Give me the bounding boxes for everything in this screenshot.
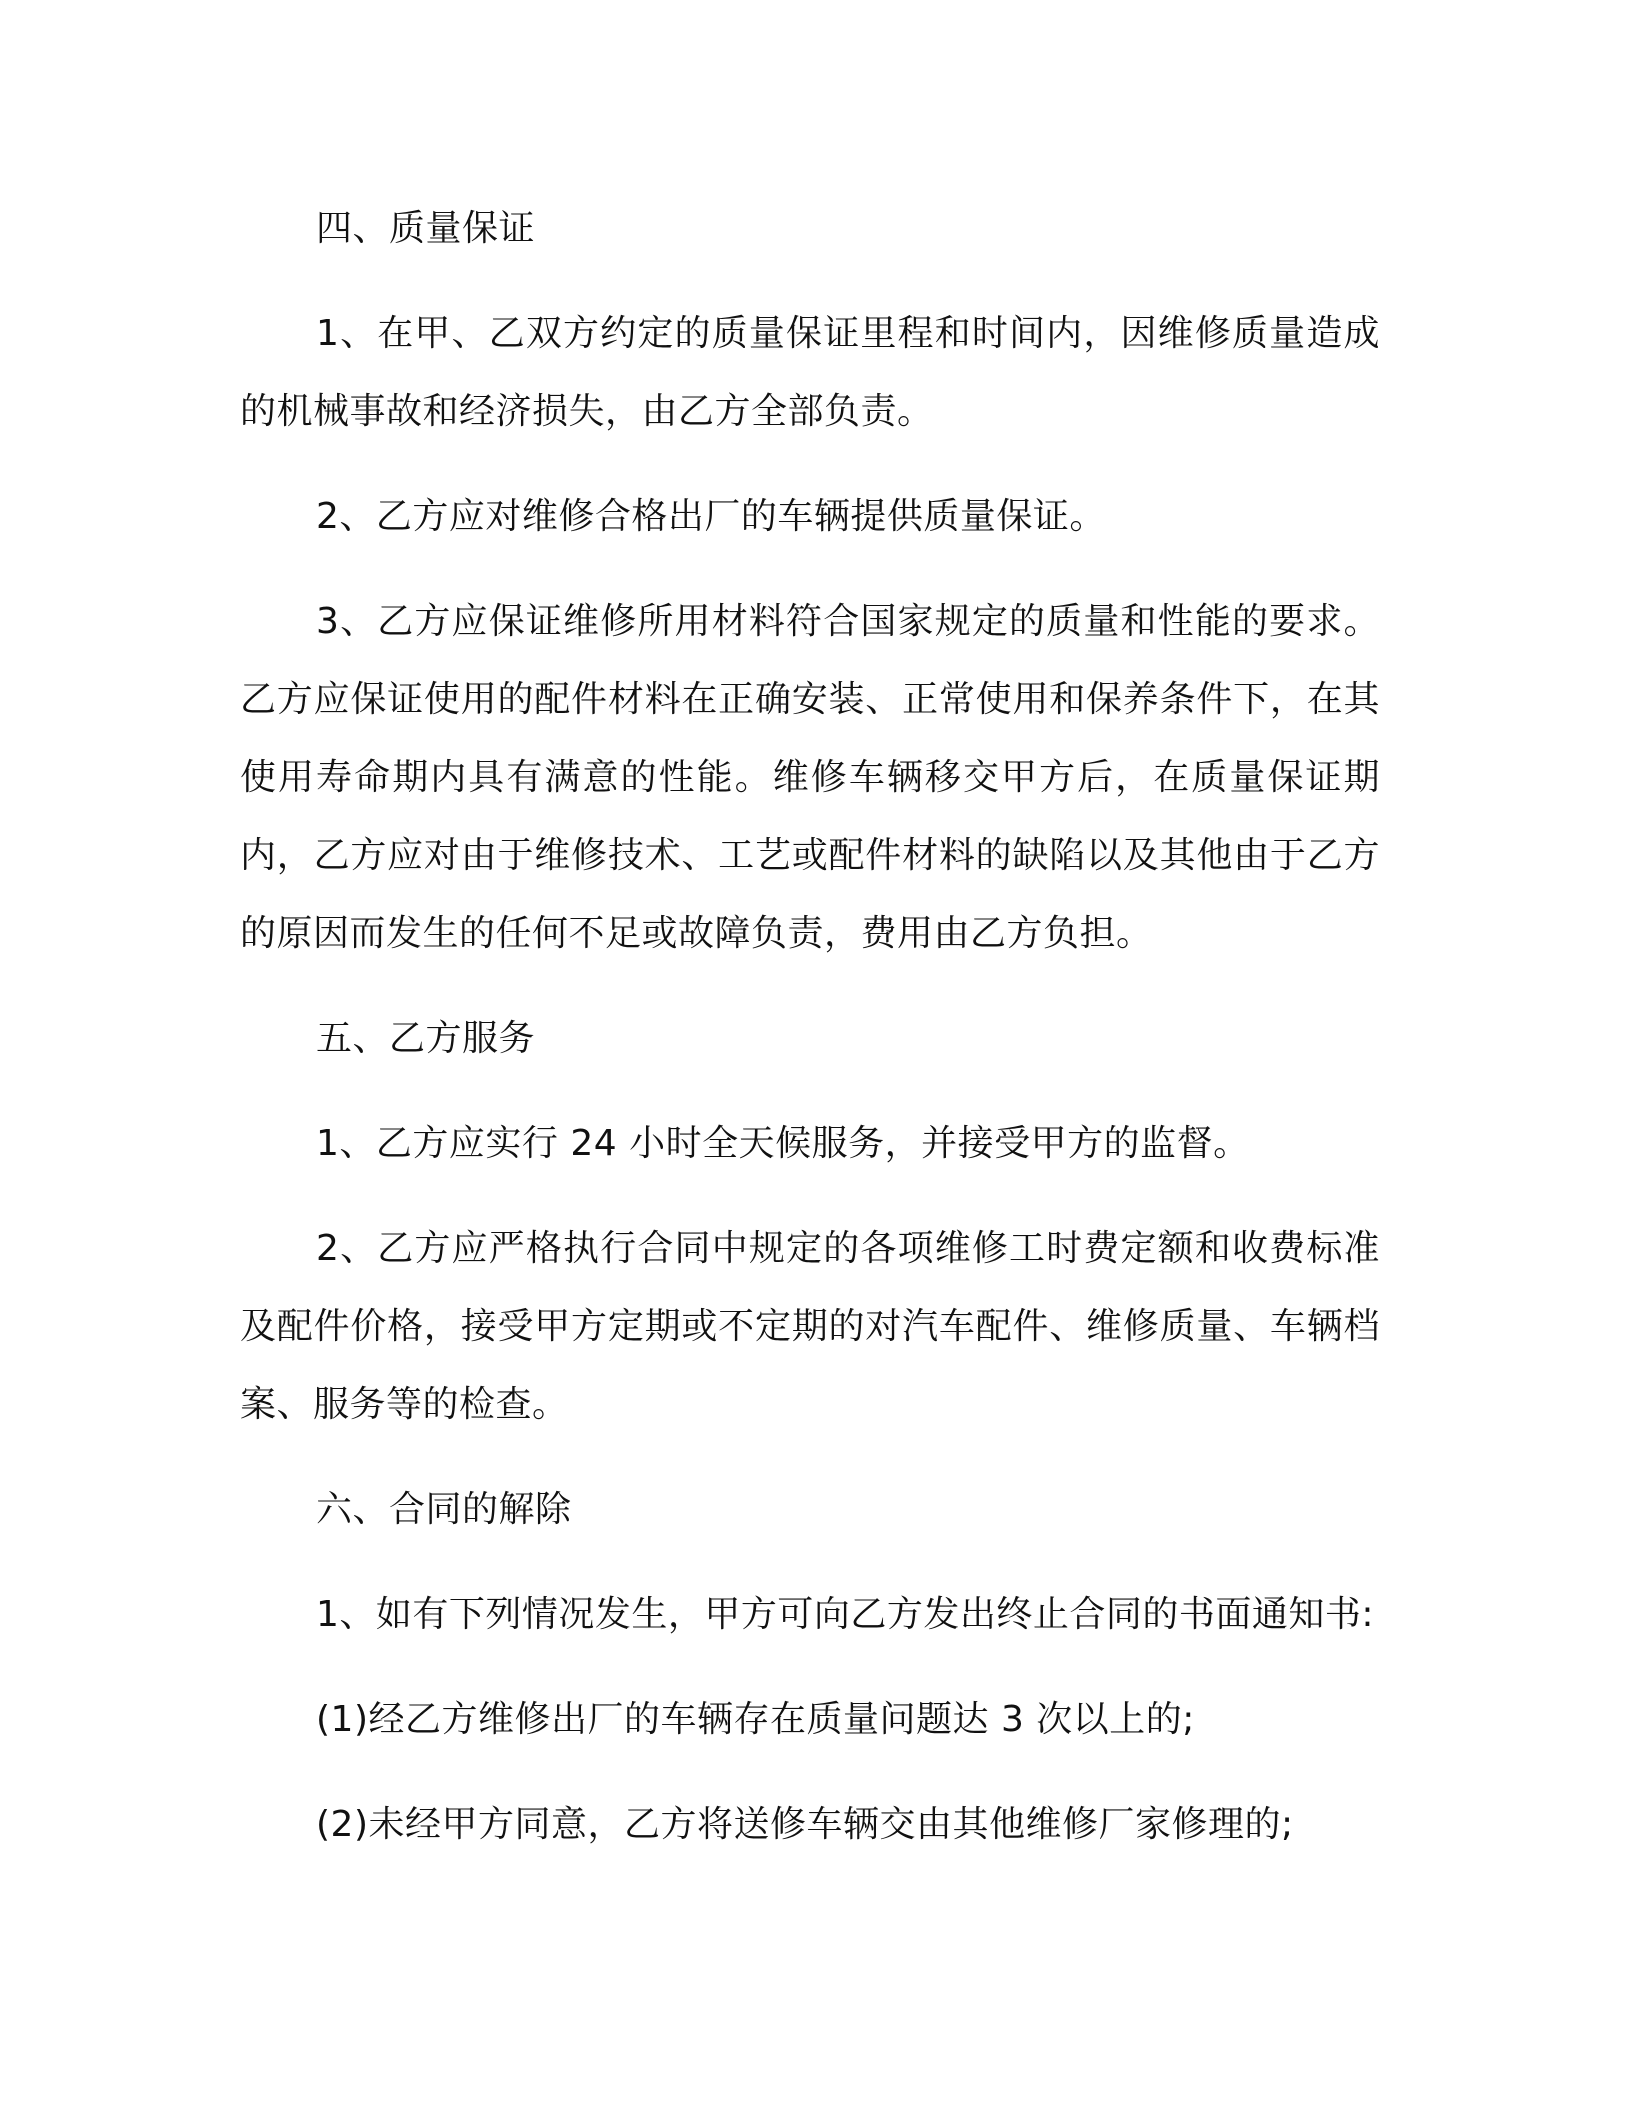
paragraph: 1、如有下列情况发生，甲方可向乙方发出终止合同的书面通知书: [316,1594,1375,1635]
paragraph: 2、乙方应对维修合格出厂的车辆提供质量保证。 [316,496,1106,537]
paragraph: 1、在甲、乙双方约定的质量保证里程和时间内，因维修质量造成的机械事故和经济损失，由乙方全部负责。 [240,313,1380,432]
paragraph: (2)未经甲方同意，乙方将送修车辆交由其他维修厂家修理的; [316,1804,1294,1845]
paragraph: 1、乙方应实行 24 小时全天候服务，并接受甲方的监督。 [316,1123,1250,1164]
paragraph: (1)经乙方维修出厂的车辆存在质量问题达 3 次以上的; [316,1699,1195,1740]
paragraph: 2、乙方应严格执行合同中规定的各项维修工时费定额和收费标准及配件价格，接受甲方定期或不定期的对汽车配件、维修质量、车辆档案、服务等的检查。 [240,1228,1380,1425]
section-heading-service: 五、乙方服务 [316,1018,536,1059]
section-heading-termination: 六、合同的解除 [316,1489,572,1530]
document-body [240,190,1380,1864]
paragraph: 3、乙方应保证维修所用材料符合国家规定的质量和性能的要求。乙方应保证使用的配件材料在正确安装、正常使用和保养条件下，在其使用寿命期内具有满意的性能。维修车辆移交甲方后，在质量保证期内，乙方应对由于维修技术、工艺或配件材料的缺陷以及其他由于乙方的原因而发生的任何不足或故障负责，费用由乙方负担。 [240,601,1380,954]
section-heading-quality: 四、质量保证 [316,208,536,249]
